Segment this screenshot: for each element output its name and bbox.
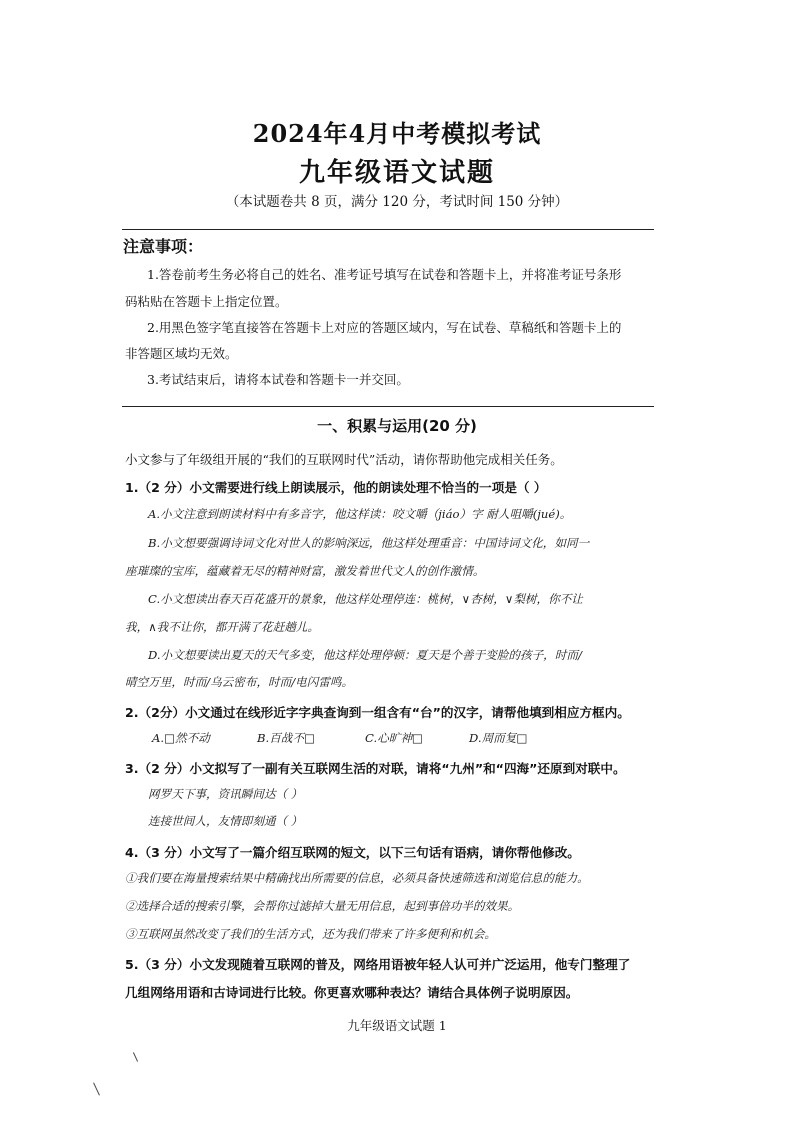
question-1-option: A.小文注意到朗读材料中有多音字，他这样读：咬文嚼（jiáo）字 耐人咀嚼(jué)。 bbox=[148, 507, 572, 521]
question-1-stem: 1.（2 分）小文需要进行线上朗读展示，他的朗读处理不恰当的一项是（ ） bbox=[125, 480, 547, 495]
notice-item: 3.考试结束后，请将本试卷和答题卡一并交回。 bbox=[147, 372, 409, 387]
section-intro: 小文参与了年级组开展的“我们的互联网时代”活动，请你帮助他完成相关任务。 bbox=[125, 452, 563, 467]
question-1-option: 我，∧我不让你，都开满了花赶趟儿。 bbox=[125, 620, 319, 634]
question-2-option-b: B.百战不□ bbox=[257, 731, 315, 745]
sentence-item: ③互联网虽然改变了我们的生活方式，还为我们带来了许多便利和机会。 bbox=[125, 927, 497, 941]
question-1-option: B.小文想要强调诗词文化对世人的影响深远，他这样处理重音：中国诗词文化，如同一 bbox=[148, 536, 590, 550]
question-3-stem: 3.（2 分）小文拟写了一副有关互联网生活的对联，请将“九州”和“四海”还原到对联中。 bbox=[125, 761, 626, 776]
section-title: 一、积累与运用(20 分) bbox=[317, 417, 477, 435]
question-2-option-c: C.心旷神□ bbox=[365, 731, 423, 745]
notice-item: 非答题区域均无效。 bbox=[125, 346, 238, 361]
notice-item: 码粘贴在答题卡上指定位置。 bbox=[125, 294, 288, 309]
question-1-option: D.小文想要读出夏天的天气多变，他这样处理停顿：夏天是个善于变脸的孩子，时而/ bbox=[148, 648, 582, 662]
question-1-option: 座璀璨的宝库，蕴藏着无尽的精神财富，激发着世代文人的创作激情。 bbox=[125, 564, 485, 578]
exam-subject-title: 九年级语文试题 bbox=[298, 158, 495, 188]
question-5-stem: 5.（3 分）小文发现随着互联网的普及，网络用语被年轻人认可并广泛运用，他专门整理了 bbox=[125, 957, 631, 972]
sentence-item: ①我们要在海量搜索结果中精确找出所需要的信息，必须具备快速筛选和浏览信息的能力。 bbox=[125, 871, 589, 885]
exam-info: （本试题卷共 8 页，满分 120 分，考试时间 150 分钟） bbox=[225, 194, 569, 210]
scan-mark bbox=[133, 1052, 138, 1061]
exam-title: 2024年4月中考模拟考试 bbox=[252, 119, 542, 148]
sentence-item: ②选择合适的搜索引擎，会帮你过滤掉大量无用信息，起到事倍功半的效果。 bbox=[125, 899, 520, 913]
question-2-option-d: D.周而复□ bbox=[469, 731, 528, 745]
question-1-option: 晴空万里，时而/乌云密布，时而/电闪雷鸣。 bbox=[125, 675, 354, 689]
notice-item: 1.答卷前考生务必将自己的姓名、准考证号填写在试卷和答题卡上，并将准考证号条形 bbox=[147, 267, 622, 282]
question-2-stem: 2.（2分）小文通过在线形近字字典查询到一组含有“台”的汉字，请帮他填到相应方框内。 bbox=[125, 705, 630, 720]
question-5-stem: 几组网络用语和古诗词进行比较。你更喜欢哪种表达？请结合具体例子说明原因。 bbox=[125, 985, 579, 1000]
question-4-stem: 4.（3 分）小文写了一篇介绍互联网的短文，以下三句话有语病，请你帮他修改。 bbox=[125, 845, 580, 860]
couplet-line: 网罗天下事，资讯瞬间达（ ） bbox=[148, 787, 303, 801]
scan-mark bbox=[93, 1082, 100, 1095]
notice-item: 2.用黑色签字笔直接答在答题卡上对应的答题区域内，写在试卷、草稿纸和答题卡上的 bbox=[147, 320, 622, 335]
page-footer: 九年级语文试题 1 bbox=[347, 1018, 447, 1033]
divider-top bbox=[122, 229, 654, 230]
question-1-option: C.小文想读出春天百花盛开的景象，他这样处理停连：桃树，∨杏树，∨梨树，你不让 bbox=[148, 592, 583, 606]
question-2-option-a: A.□然不动 bbox=[152, 731, 210, 745]
divider-middle bbox=[122, 406, 654, 407]
notice-title: 注意事项： bbox=[123, 237, 204, 256]
couplet-line: 连接世间人，友情即刻通（ ） bbox=[148, 814, 303, 828]
